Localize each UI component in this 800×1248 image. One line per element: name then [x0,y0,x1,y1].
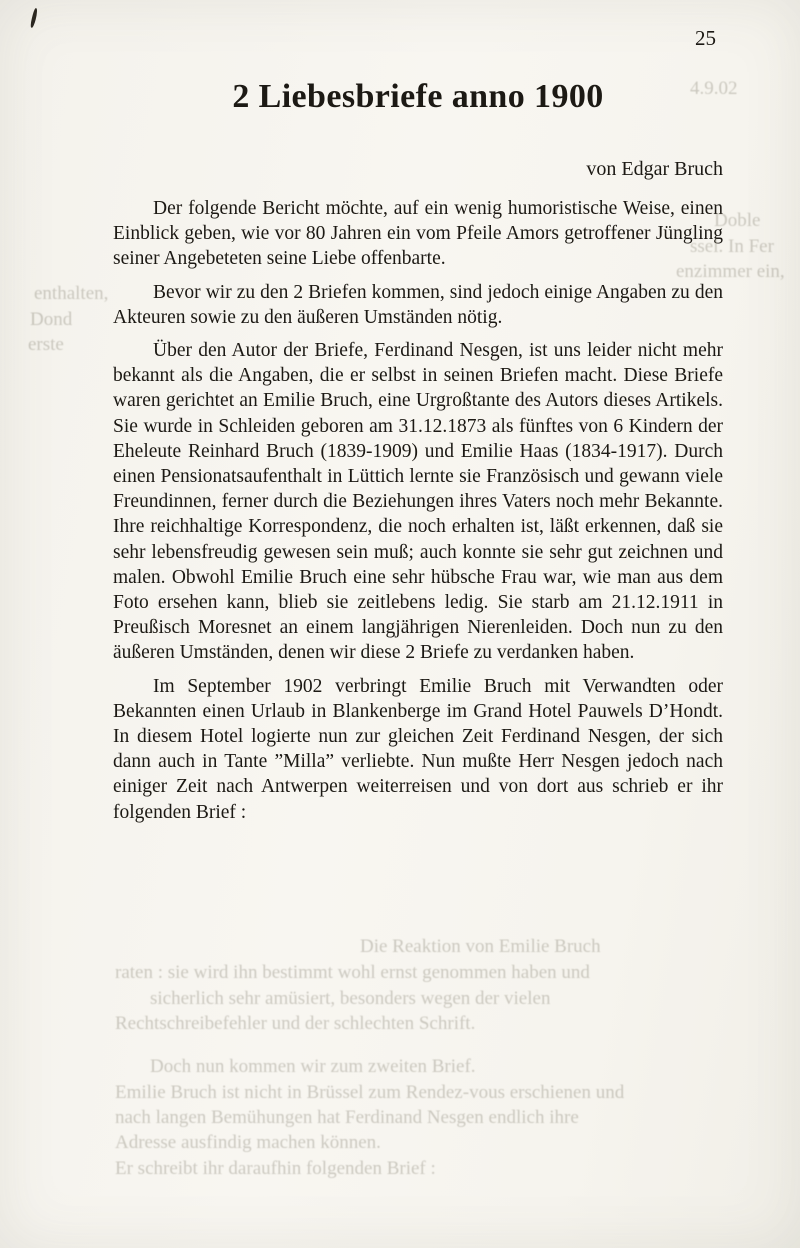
bleedthrough-text: ssel. In Fer [690,236,774,257]
bleedthrough-text: enzimmer ein, [676,261,785,282]
paragraph: Im September 1902 verbringt Emilie Bruch mit Verwandten oder Bekannten einen Urlaub in Blankenberge im Grand Hotel Pauwels D’Hondt. In diesem Hotel logierte nun zur gleichen Zeit Ferdinand Nesgen, der sich dann auch in Tante ”Milla” verliebte. Nun mußte Herr Nesgen jedoch nach einiger Zeit nach Antwerpen weiterreisen und von dort aus schrieb er ihr folgenden Brief : [113,675,723,823]
bleedthrough-text: Adresse ausfindig machen können. [115,1132,381,1153]
scan-artifact-mark [30,8,39,28]
bleedthrough-text: Die Reaktion von Emilie Bruch [360,936,601,957]
bleedthrough-text: raten : sie wird ihn bestimmt wohl ernst genommen haben und [115,962,590,983]
bleedthrough-text: Emilie Bruch ist nicht in Brüssel zum Rendez-vous erschienen und [115,1082,625,1103]
body-paragraphs [113,196,723,833]
bleedthrough-text: 4.9.02 [690,78,738,99]
bleedthrough-text: sicherlich sehr amüsiert, besonders wegen der vielen [150,988,551,1009]
paragraph: Der folgende Bericht möchte, auf ein wenig humoristische Weise, einen Einblick geben, wie vor 80 Jahren ein vom Pfeile Amors getroffener Jüngling seiner Angebeteten seine Liebe offenbarte. [113,198,723,270]
page-title: 2 Liebesbriefe anno 1900 [232,78,604,115]
bleedthrough-text: Rechtschreibefehler und der schlechten Schrift. [115,1013,476,1034]
bleedthrough-text: Doble [714,210,761,231]
bleedthrough-text: Doch nun kommen wir zum zweiten Brief. [150,1056,476,1077]
bleedthrough-text: Dond [30,309,73,330]
bleedthrough-text: erste [28,334,64,355]
bleedthrough-text: enthalten, [34,283,109,304]
bleedthrough-text: nach langen Bemühungen hat Ferdinand Nesgen endlich ihre [115,1107,579,1128]
bleedthrough-text: Er schreibt ihr daraufhin folgenden Brief : [115,1158,436,1179]
paragraph: Bevor wir zu den 2 Briefen kommen, sind jedoch einige Angaben zu den Akteuren sowie zu den äußeren Umständen nötig. [113,281,723,328]
byline: von Edgar Bruch [586,158,723,180]
page-number: 25 [695,26,716,50]
paragraph: Über den Autor der Briefe, Ferdinand Nesgen, ist uns leider nicht mehr bekannt als die Angaben, die er selbst in seinen Briefen macht. Diese Briefe waren gerichtet an Emilie Bruch, eine Urgroßtante des Autors dieses Artikels. Sie wurde in Schleiden geboren am 31.12.1873 als fünftes von 6 Kindern der Eheleute Reinhard Bruch (1839-1909) und Emilie Haas (1834-1917). Durch einen Pensionatsaufenthalt in Lüttich lernte sie Französisch und gewann viele Freundinnen, ferner durch die Beziehungen ihres Vaters noch mehr Bekannte. Ihre reichhaltige Korrespondenz, die noch erhalten ist, läßt erkennen, daß sie sehr lebensfreudig gewesen sein muß; auch konnte sie sehr gut zeichnen und malen. Obwohl Emilie Bruch eine sehr hübsche Frau war, wie man aus dem Foto ersehen kann, blieb sie zeitlebens ledig. Sie starb am 21.12.1911 in Preußisch Moresnet an einem langjährigen Nierenleiden. Doch nun zu den äußeren Umständen, denen wir diese 2 Briefe zu verdanken haben. [113,340,723,664]
